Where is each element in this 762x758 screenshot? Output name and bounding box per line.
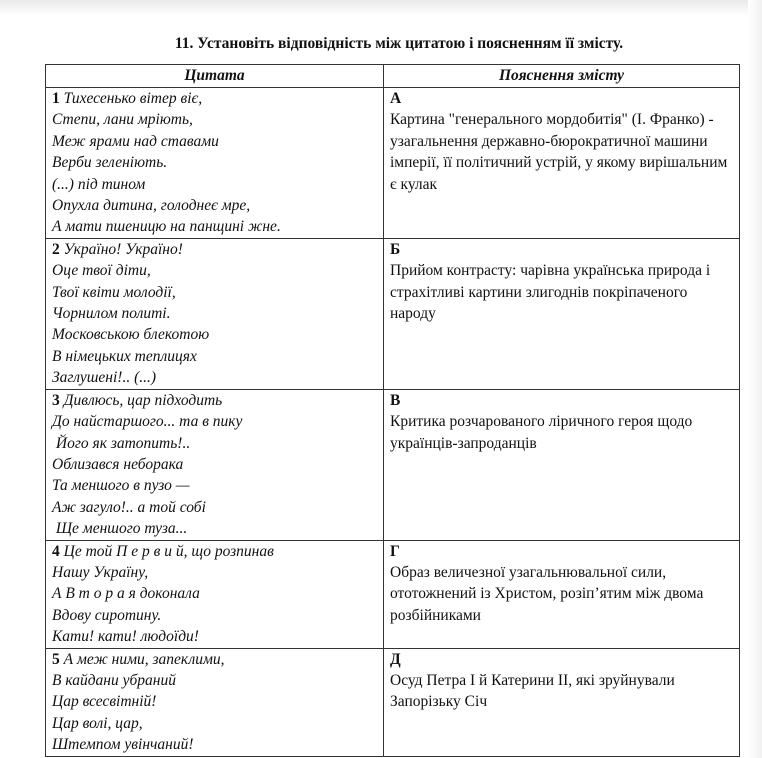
quote-line: В кайдани убраний <box>52 671 176 689</box>
quote-line: До найстаршого... та в пику <box>52 413 243 431</box>
quote-line: Чорнилом политі. <box>52 305 171 323</box>
answer-letter: А <box>390 90 402 107</box>
explanation-text: Критика розчарованого ліричного героя щодо українців-запроданців <box>390 413 693 452</box>
quote-line: Кати! кати! людоїди! <box>52 628 199 646</box>
header-quote: Цитата <box>46 65 384 88</box>
explanation-cell-g <box>384 540 740 648</box>
quote-line: Це той П е р в и й, що розпинав <box>63 542 274 560</box>
quote-cell-1 <box>46 88 384 239</box>
quote-number: 5 <box>52 650 60 668</box>
quote-line: Оце твої діти, <box>52 262 151 280</box>
quote-line: Штемпом увінчаний! <box>52 736 194 754</box>
scan-top-shadow <box>0 0 762 16</box>
quote-number: 3 <box>52 391 60 409</box>
explanation-text: Картина "генерального мордобитія" (І. Франко) - узагальнення державно-бюрократичної машини імперії, її політичний устрій, у якому вирішальним є кулак <box>390 111 728 193</box>
quote-line: (...) під тином <box>52 175 146 193</box>
quote-number: 1 <box>52 90 60 107</box>
task-title: 11. Установіть відповідність між цитатою і поясненням її змісту. <box>174 35 624 52</box>
quote-line: А меж ними, запеклими, <box>63 650 225 668</box>
scan-right-shadow <box>748 0 762 758</box>
quote-line: Степи, лани мріють, <box>52 111 193 129</box>
quote-line: Вдову сиротину. <box>52 606 162 624</box>
quote-line: Опухла дитина, голоднеє мре, <box>52 197 251 215</box>
quote-cell-5 <box>46 648 384 756</box>
quote-cell-3 <box>46 389 384 540</box>
quote-line: Його як затопить!.. <box>52 434 191 452</box>
quote-line: Ще меншого туза... <box>52 520 188 538</box>
table-row <box>46 238 740 389</box>
answer-letter: Д <box>390 650 401 668</box>
quote-line: Нашу Україну, <box>52 563 149 581</box>
quote-line: Цар волі, цар, <box>52 714 143 732</box>
answer-letter: В <box>390 391 401 409</box>
table-row <box>46 540 740 648</box>
quote-line: Облизався неборака <box>52 455 184 473</box>
table-row <box>46 389 740 540</box>
quote-line: Московською блекотою <box>52 326 210 344</box>
quote-number: 2 <box>52 240 60 258</box>
explanation-text: Прийом контрасту: чарівна українська природа і страхітливі картини злигоднів покріпаченого народу <box>390 262 711 323</box>
table-header-row <box>46 65 740 88</box>
header-explanation: Пояснення змісту <box>384 65 740 88</box>
quote-line: Верби зеленіють. <box>52 154 168 172</box>
explanation-text: Образ величезної узагальнювальної сили, ототожнений із Христом, розіп’ятим між двома розбійниками <box>390 563 704 624</box>
quote-line: А мати пшеницю на панщині жне. <box>52 218 281 236</box>
table-row <box>46 88 740 239</box>
explanation-text: Осуд Петра I й Катерини II, які зруйнували Запорізьку Січ <box>390 671 675 711</box>
quote-number: 4 <box>52 542 60 560</box>
explanation-cell-b <box>384 238 740 389</box>
explanation-cell-v <box>384 389 740 540</box>
quote-line: Заглушені!.. (...) <box>52 369 157 387</box>
answer-letter: Г <box>390 542 400 560</box>
quote-cell-2 <box>46 238 384 389</box>
quote-line: Україно! Україно! <box>63 240 183 258</box>
quote-line: Аж загуло!.. а той собі <box>52 498 206 516</box>
quote-line: Дивлюсь, цар підходить <box>63 391 223 409</box>
answer-letter: Б <box>390 240 401 258</box>
quote-line: Твої квіти молодії, <box>52 283 176 301</box>
explanation-cell-d <box>384 648 740 756</box>
quote-line: Цар всесвітній! <box>52 693 157 711</box>
quote-cell-4 <box>46 540 384 648</box>
matching-table <box>45 64 740 757</box>
explanation-cell-a <box>384 88 740 239</box>
quote-line: Тихесенько вітер віє, <box>63 90 203 107</box>
quote-line: Меж ярами над ставами <box>52 132 219 150</box>
quote-line: А В т о р а я доконала <box>52 585 200 603</box>
quote-line: В німецьких теплицях <box>52 347 197 365</box>
table-row <box>46 648 740 756</box>
quote-line: Та меншого в пузо — <box>52 477 190 495</box>
